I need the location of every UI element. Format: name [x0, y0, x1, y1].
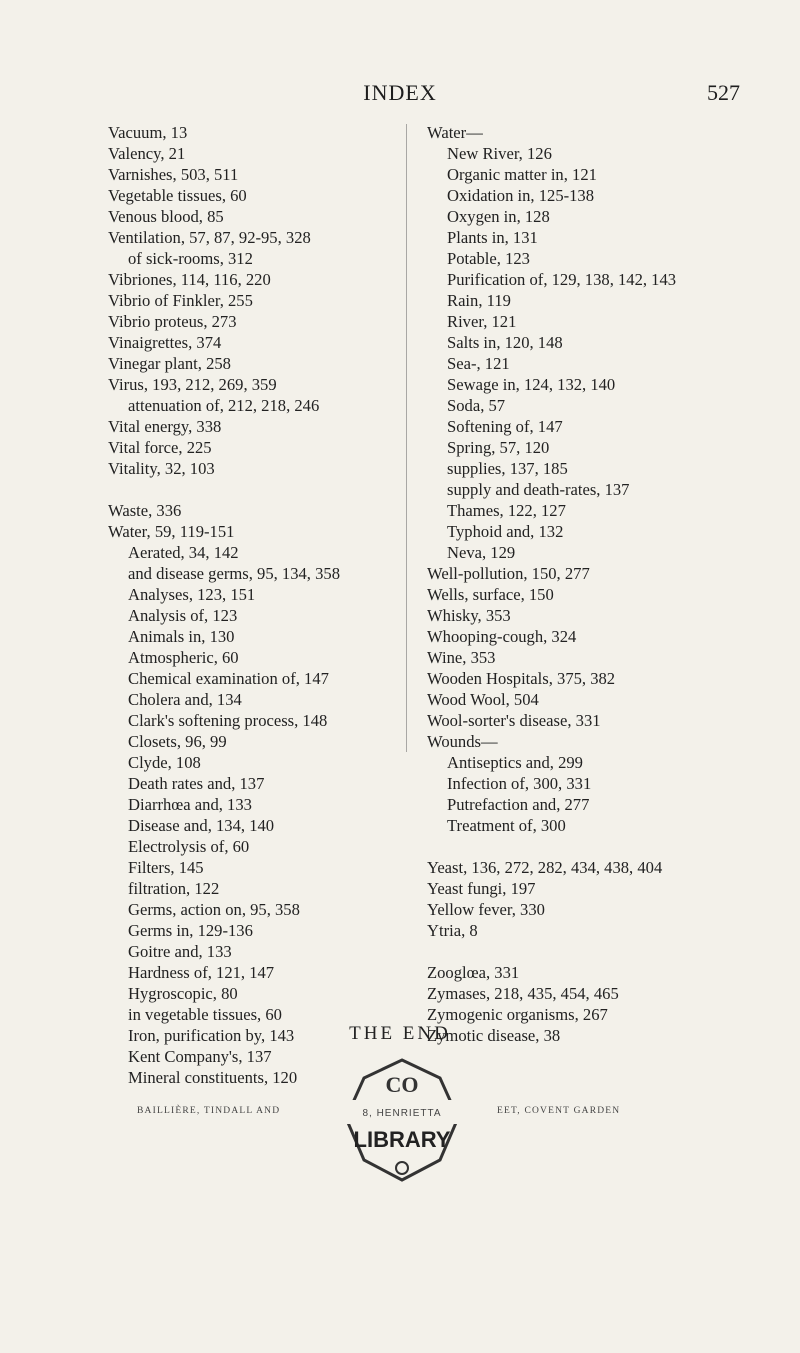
index-subentry: Oxidation in, 125-138: [447, 186, 595, 205]
index-subentry: Soda, 57: [447, 396, 506, 415]
index-subentry: Kent Company's, 137: [128, 1047, 272, 1066]
index-entry: Water, 59, 119-151: [108, 522, 235, 541]
index-subentry: Organic matter in, 121: [447, 165, 597, 184]
index-subentry: filtration, 122: [128, 879, 220, 898]
imprint-right: EET, COVENT GARDEN: [497, 1106, 621, 1116]
index-entry: Whisky, 353: [427, 606, 511, 625]
index-subentry: Diarrhœa and, 133: [128, 795, 252, 814]
index-subentry: Death rates and, 137: [128, 774, 265, 793]
index-subentry: Infection of, 300, 331: [447, 774, 592, 793]
stamp-top-text: CO: [385, 1072, 419, 1097]
index-subentry: Hygroscopic, 80: [128, 984, 238, 1003]
index-subentry: Analyses, 123, 151: [128, 585, 256, 604]
index-subentry: Germs in, 129-136: [128, 921, 253, 940]
page-title: INDEX: [363, 80, 437, 105]
index-entry: Virus, 193, 212, 269, 359: [108, 375, 277, 394]
index-subentry: Softening of, 147: [447, 417, 563, 436]
stamp-library-text: LIBRARY: [353, 1127, 451, 1152]
index-entry: Wood Wool, 504: [427, 690, 539, 709]
library-stamp: [322, 1056, 482, 1186]
index-subentry: Spring, 57, 120: [447, 438, 550, 457]
index-subentry: attenuation of, 212, 218, 246: [128, 396, 320, 415]
index-subentry: Potable, 123: [447, 249, 530, 268]
index-subentry: Neva, 129: [447, 543, 516, 562]
index-subentry: Animals in, 130: [128, 627, 235, 646]
index-subentry: supplies, 137, 185: [447, 459, 568, 478]
index-subentry: Disease and, 134, 140: [128, 816, 275, 835]
index-subentry: Clark's softening process, 148: [128, 711, 328, 730]
index-entry: Venous blood, 85: [108, 207, 224, 226]
index-subentry: Chemical examination of, 147: [128, 669, 329, 688]
index-entry: Vinaigrettes, 374: [108, 333, 222, 352]
index-subentry: Filters, 145: [128, 858, 204, 877]
index-entry: Vegetable tissues, 60: [108, 186, 247, 205]
section-gap: [108, 479, 398, 500]
index-entry: Vinegar plant, 258: [108, 354, 231, 373]
index-subentry: Sea-, 121: [447, 354, 510, 373]
index-subentry: Atmospheric, 60: [128, 648, 239, 667]
stamp-ornament: [396, 1162, 408, 1174]
index-entry: Well-pollution, 150, 277: [427, 564, 590, 583]
index-entry: Yeast fungi, 197: [427, 879, 536, 898]
index-subentry: of sick-rooms, 312: [128, 249, 253, 268]
index-subentry: Closets, 96, 99: [128, 732, 227, 751]
index-subentry: Analysis of, 123: [128, 606, 238, 625]
index-subentry: Rain, 119: [447, 291, 511, 310]
index-entry: Vacuum, 13: [108, 123, 188, 142]
index-subentry: Typhoid and, 132: [447, 522, 564, 541]
index-entry: Vitality, 32, 103: [108, 459, 215, 478]
the-end-text: THE END: [349, 1023, 451, 1044]
index-entry: Valency, 21: [108, 144, 186, 163]
index-entry: Zymases, 218, 435, 454, 465: [427, 984, 619, 1003]
index-entry: Wool-sorter's disease, 331: [427, 711, 601, 730]
imprint-left: BAILLIÈRE, TINDALL AND: [137, 1106, 281, 1116]
index-subentry: Antiseptics and, 299: [447, 753, 583, 772]
index-subentry: New River, 126: [447, 144, 552, 163]
index-subentry: supply and death-rates, 137: [447, 480, 630, 499]
index-subentry: Oxygen in, 128: [447, 207, 550, 226]
index-entry: Wounds—: [427, 732, 498, 751]
index-subentry: Putrefaction and, 277: [447, 795, 590, 814]
index-entry: Whooping-cough, 324: [427, 627, 577, 646]
index-subentry: in vegetable tissues, 60: [128, 1005, 282, 1024]
index-subentry: and disease germs, 95, 134, 358: [128, 564, 340, 583]
index-subentry: Goitre and, 133: [128, 942, 232, 961]
page-number: 527: [707, 80, 740, 105]
index-entry: Zymogenic organisms, 267: [427, 1005, 608, 1024]
index-subentry: Purification of, 129, 138, 142, 143: [447, 270, 677, 289]
index-entry: Ventilation, 57, 87, 92-95, 328: [108, 228, 311, 247]
index-subentry: Plants in, 131: [447, 228, 538, 247]
index-column-right: [427, 122, 757, 1046]
index-subentry: Mineral constituents, 120: [128, 1068, 298, 1087]
index-subentry: Cholera and, 134: [128, 690, 242, 709]
index-entry: Zymotic disease, 38: [427, 1026, 561, 1045]
index-entry: Waste, 336: [108, 501, 182, 520]
index-column-left: [108, 122, 398, 1088]
index-entry: Wells, surface, 150: [427, 585, 554, 604]
index-subentry: Hardness of, 121, 147: [128, 963, 275, 982]
index-subentry: Sewage in, 124, 132, 140: [447, 375, 616, 394]
index-entry: Ytria, 8: [427, 921, 478, 940]
stamp-imprint-text: 8, HENRIETTA: [362, 1108, 442, 1119]
index-entry: Water—: [427, 123, 483, 142]
index-subentry: Germs, action on, 95, 358: [128, 900, 300, 919]
index-entry: Vibriones, 114, 116, 220: [108, 270, 271, 289]
index-entry: Varnishes, 503, 511: [108, 165, 239, 184]
index-entry: Yellow fever, 330: [427, 900, 545, 919]
index-subentry: Electrolysis of, 60: [128, 837, 250, 856]
index-entry: Zooglœa, 331: [427, 963, 520, 982]
index-entry: Wine, 353: [427, 648, 496, 667]
index-entry: Wooden Hospitals, 375, 382: [427, 669, 616, 688]
index-subentry: Treatment of, 300: [447, 816, 566, 835]
index-subentry: Aerated, 34, 142: [128, 543, 239, 562]
index-entry: Vibrio of Finkler, 255: [108, 291, 253, 310]
index-subentry: Thames, 122, 127: [447, 501, 566, 520]
column-divider: [406, 124, 407, 752]
index-entry: Vibrio proteus, 273: [108, 312, 237, 331]
section-gap: [427, 836, 757, 857]
index-subentry: Iron, purification by, 143: [128, 1026, 295, 1045]
index-subentry: Salts in, 120, 148: [447, 333, 563, 352]
index-entry: Vital energy, 338: [108, 417, 222, 436]
section-gap: [427, 941, 757, 962]
index-entry: Yeast, 136, 272, 282, 434, 438, 404: [427, 858, 663, 877]
index-entry: Vital force, 225: [108, 438, 212, 457]
index-subentry: Clyde, 108: [128, 753, 201, 772]
index-subentry: River, 121: [447, 312, 517, 331]
